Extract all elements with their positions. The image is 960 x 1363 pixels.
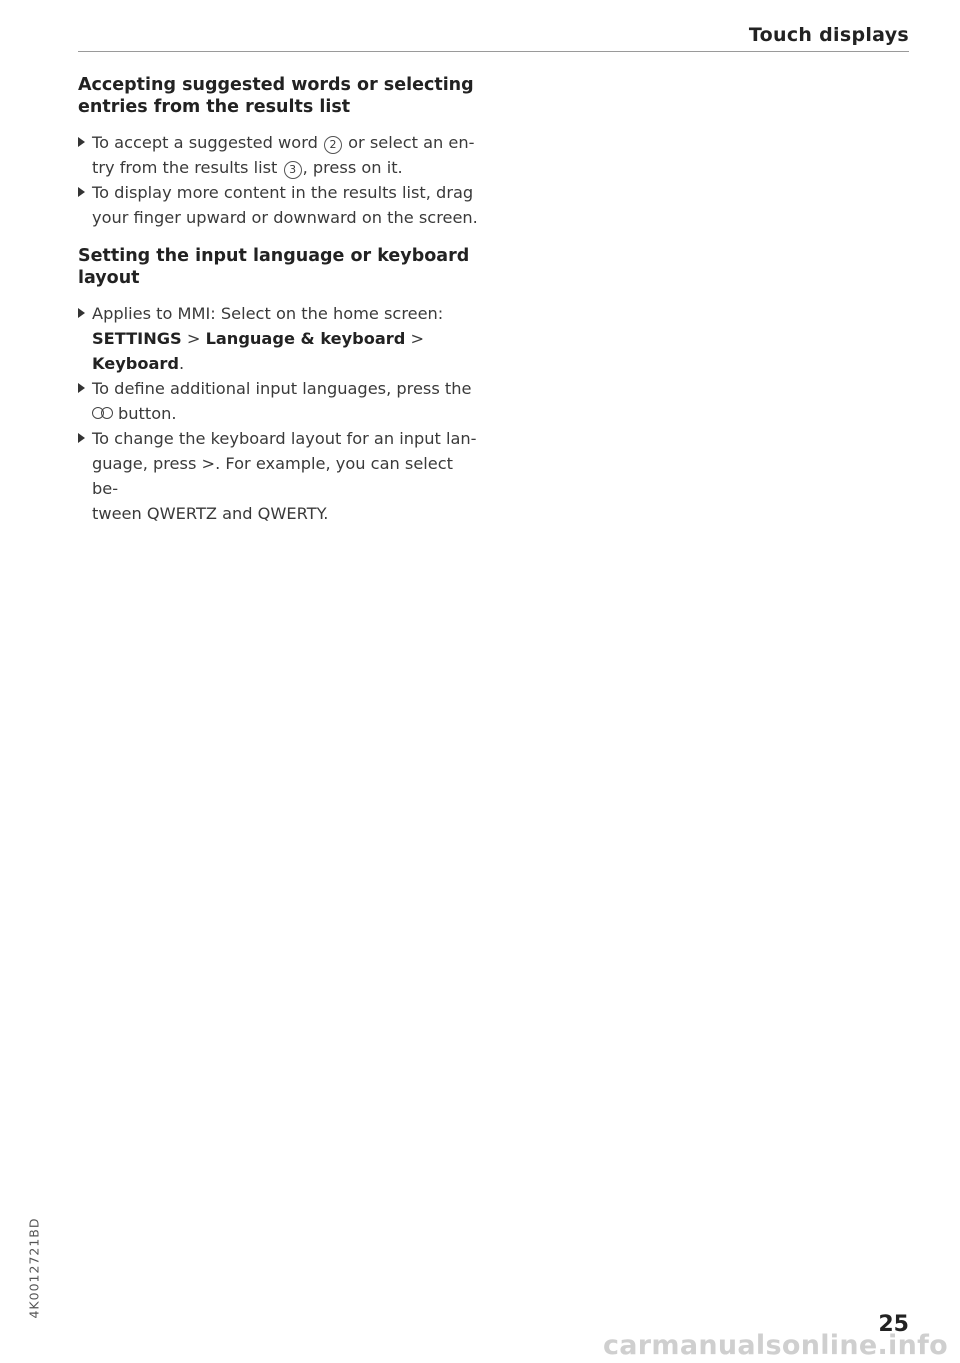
step-display-more <box>78 180 478 230</box>
menu-path-language-keyboard: Language & keyboard <box>205 329 406 348</box>
step-text: your finger upward or downward on the screen. <box>92 208 478 227</box>
steps-list-accepting <box>78 130 478 230</box>
step-text: guage, press >. For example, you can select be- <box>92 454 453 498</box>
menu-path-settings: SETTINGS <box>92 329 182 348</box>
bullet-triangle-icon <box>78 383 85 393</box>
menu-path-separator: > <box>181 329 206 348</box>
heading-line: entries from the results list <box>78 97 351 117</box>
menu-path-separator: > <box>405 329 425 348</box>
step-text: Applies to MMI: Select on the home screen: <box>92 304 444 323</box>
step-text: tween QWERTZ and QWERTY. <box>92 504 329 523</box>
step-accept-word <box>78 130 478 180</box>
add-language-button-icon <box>92 407 114 419</box>
menu-path-keyboard: Keyboard <box>92 354 179 373</box>
header-rule <box>78 51 909 52</box>
step-text: button. <box>118 404 177 423</box>
step-change-layout <box>78 426 478 526</box>
heading-line: Setting the input language or keyboard <box>78 246 470 266</box>
step-text: To display more content in the results list, drag <box>92 183 474 202</box>
step-text: try from the results list <box>92 158 283 177</box>
step-applies-mmi <box>78 301 478 376</box>
step-text: . <box>179 354 185 373</box>
bullet-triangle-icon <box>78 137 85 147</box>
bullet-triangle-icon <box>78 308 85 318</box>
page-content <box>78 74 478 526</box>
heading-accepting-words <box>78 74 478 118</box>
heading-line: layout <box>78 268 140 288</box>
callout-2-icon: 2 <box>324 136 342 154</box>
document-code-text: 4K0012721BD <box>26 1216 42 1319</box>
document-code <box>14 1205 54 1330</box>
step-text: To accept a suggested word <box>92 133 323 152</box>
watermark: carmanualsonline.info <box>602 1330 948 1361</box>
bullet-triangle-icon <box>78 433 85 443</box>
steps-list-language <box>78 301 478 526</box>
step-text: To define additional input languages, press the <box>92 379 472 398</box>
callout-3-icon: 3 <box>284 161 302 179</box>
page-number: 25 <box>878 1312 909 1337</box>
heading-input-language <box>78 245 478 289</box>
bullet-triangle-icon <box>78 187 85 197</box>
step-define-languages <box>78 376 478 426</box>
heading-line: Accepting suggested words or selecting <box>78 75 474 95</box>
step-text: To change the keyboard layout for an input lan- <box>92 429 477 448</box>
section-header-title: Touch displays <box>748 24 909 46</box>
step-text: , press on it. <box>302 158 403 177</box>
step-text: or select an en- <box>343 133 475 152</box>
